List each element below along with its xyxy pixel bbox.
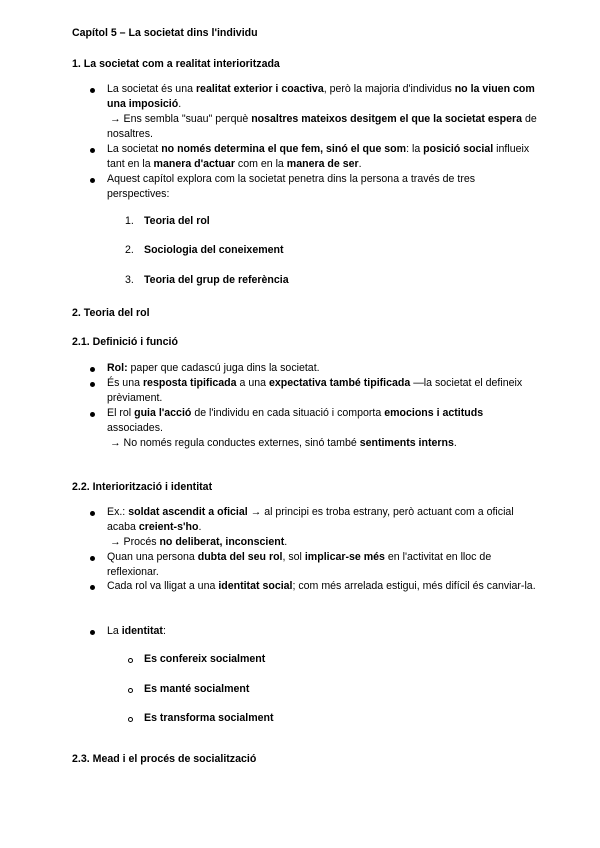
list-item: Aquest capítol explora com la societat penetra dins la persona a través de tres perspectives: bbox=[107, 173, 476, 200]
subsection-heading: 2.2. Interiorització i identitat bbox=[72, 481, 213, 493]
sub-list-item: Es confereix socialment bbox=[144, 653, 266, 665]
sub-bullet-icon bbox=[128, 688, 133, 693]
list-item: Quan una persona dubta del seu rol, sol implicar-se més en l'activitat en lloc de reflexionar. bbox=[107, 551, 492, 578]
bullet-icon bbox=[90, 148, 95, 153]
list-item: És una resposta tipificada a una expectativa també tipificada —la societat el defineix prèviament. bbox=[107, 377, 523, 404]
sub-list-item: Es transforma socialment bbox=[144, 712, 274, 724]
sub-bullet-icon bbox=[128, 658, 133, 663]
bullet-icon bbox=[90, 367, 95, 372]
bullet-icon bbox=[90, 382, 95, 387]
list-item: El rol guia l'acció de l'individu en cada situació i comporta emocions i actituds associades. → No només regula conductes externes, sinó també sentiments interns. bbox=[107, 407, 484, 449]
bullet-icon bbox=[90, 412, 95, 417]
sub-list-item: Es manté socialment bbox=[144, 683, 250, 695]
list-item: La societat és una realitat exterior i coactiva, però la majoria d'individus no la viuen com una imposició. → Ens sembla "suau" perquè nosaltres mateixos desitgem el que la societat espera de nosaltres. bbox=[107, 83, 537, 140]
numbered-item: 3. Teoria del grup de referència bbox=[125, 274, 289, 286]
sub-bullet-icon bbox=[128, 717, 133, 722]
subsection-heading: 2.1. Definició i funció bbox=[72, 336, 178, 348]
subsection-heading: 2.3. Mead i el procés de socialització bbox=[72, 753, 257, 765]
page-title: Capítol 5 – La societat dins l'individu bbox=[72, 27, 258, 39]
bullet-icon bbox=[90, 585, 95, 590]
list-item: Rol: paper que cadascú juga dins la societat. bbox=[107, 362, 320, 374]
bullet-icon bbox=[90, 630, 95, 635]
bullet-icon bbox=[90, 178, 95, 183]
list-item: La societat no només determina el que fem, sinó el que som: la posició social influeix tant en la manera d'actuar com en la manera de ser. bbox=[107, 143, 530, 170]
numbered-item: 2. Sociologia del coneixement bbox=[125, 244, 284, 256]
list-item: Cada rol va lligat a una identitat social; com més arrelada estigui, més difícil és canviar-la. bbox=[107, 580, 536, 592]
bullet-icon bbox=[90, 556, 95, 561]
numbered-item: 1. Teoria del rol bbox=[125, 215, 210, 227]
bullet-icon bbox=[90, 511, 95, 516]
list-item: Ex.: soldat ascendit a oficial → al principi es troba estrany, però actuant com a oficial acaba creient-s'ho. → Procés no deliberat, inconscient. bbox=[107, 506, 514, 548]
section-heading: 2. Teoria del rol bbox=[72, 307, 150, 319]
section-heading: 1. La societat com a realitat interioritzada bbox=[72, 58, 280, 70]
list-item: La identitat: bbox=[107, 625, 166, 637]
bullet-icon bbox=[90, 88, 95, 93]
